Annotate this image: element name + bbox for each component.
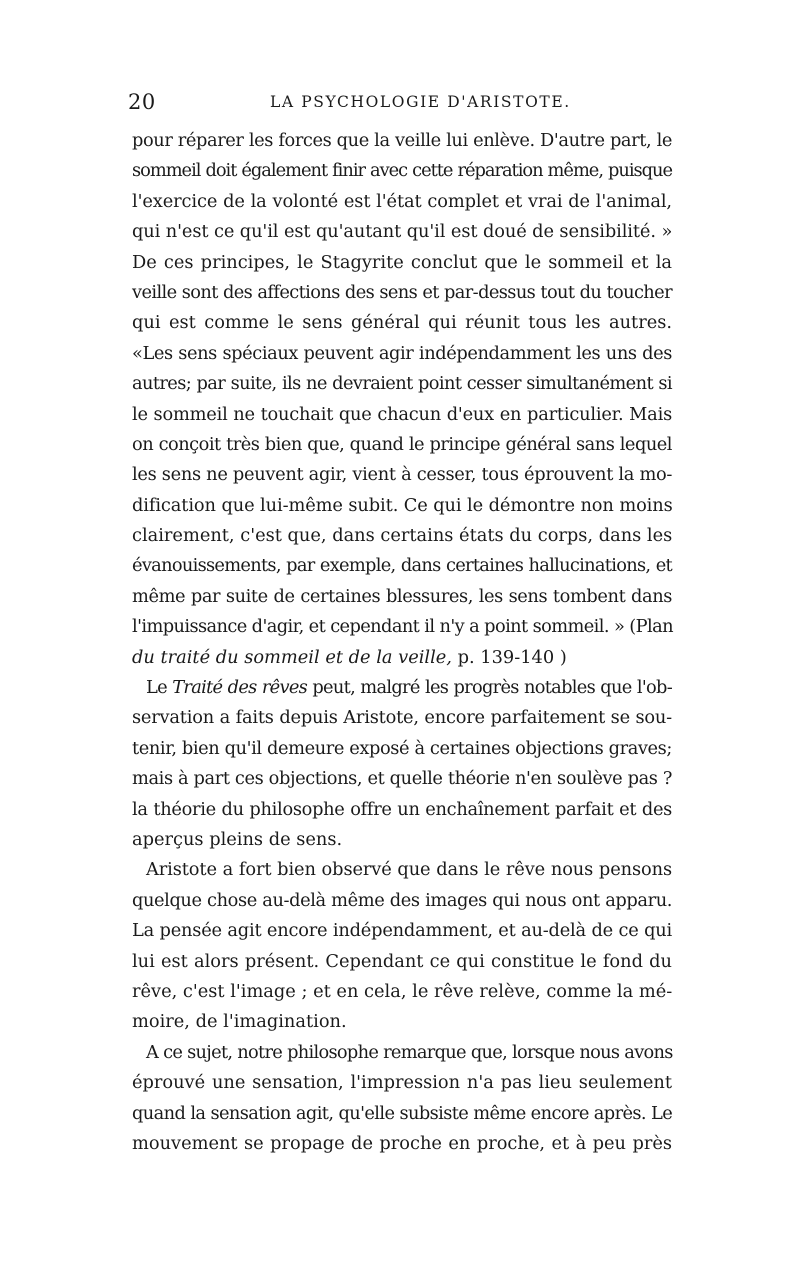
text-line: la théorie du philosophe offre un enchaînement parfait et des — [132, 798, 672, 820]
citation-pages: p. 139-140 ) — [451, 646, 567, 668]
text-line: l'impuissance d'agir, et cependant il n'y a point sommeil. » (Plan — [132, 616, 673, 638]
text-line: qui est comme le sens général qui réunit tous les autres. — [132, 312, 672, 334]
text-line: tenir, bien qu'il demeure exposé à certaines objections graves; — [132, 737, 672, 759]
text-line: les sens ne peuvent agir, vient à cesser, tous éprouvent la mo- — [132, 464, 673, 486]
citation-title: du traité du sommeil et de la veille, — [132, 646, 452, 668]
work-title: Traité des rêves — [172, 677, 308, 699]
text-line: rêve, c'est l'image ; et en cela, le rêve relève, comme la mé- — [132, 980, 673, 1002]
text-line-paragraph-end: aperçus pleins de sens. — [132, 828, 343, 850]
text-line: clairement, c'est que, dans certains états du corps, dans les — [132, 525, 673, 547]
text-line-paragraph-start: Aristote a fort bien observé que dans le rêve nous pensons — [146, 859, 672, 881]
line-lead: Le — [146, 677, 173, 699]
text-line: le sommeil ne touchait que chacun d'eux en particulier. Mais — [132, 403, 672, 425]
text-line: même par suite de certaines blessures, les sens tombent dans — [132, 585, 672, 607]
text-line: autres; par suite, ils ne devraient point cesser simultanément si — [132, 373, 672, 395]
text-line: mais à part ces objections, et quelle théorie n'en soulève pas ? — [132, 768, 672, 790]
text-line-paragraph-end: moire, de l'imagination. — [132, 1011, 347, 1033]
text-line: sommeil doit également finir avec cette réparation même, puisque — [132, 160, 672, 182]
body-text — [132, 126, 672, 1159]
text-line: évanouissements, par exemple, dans certaines hallucinations, et — [132, 555, 672, 577]
text-line: qui n'est ce qu'il est qu'autant qu'il est doué de sensibilité. » — [132, 221, 673, 243]
page-header — [128, 90, 672, 120]
text-line: éprouvé une sensation, l'impression n'a pas lieu seulement — [132, 1072, 672, 1094]
text-line: De ces principes, le Stagyrite conclut que le sommeil et la — [132, 251, 672, 273]
text-line: La pensée agit encore indépendamment, et au-delà de ce qui — [132, 920, 672, 942]
running-title: LA PSYCHOLOGIE D'ARISTOTE. — [270, 93, 571, 111]
text-line: lui est alors présent. Cependant ce qui constitue le fond du — [132, 950, 672, 972]
text-line-paragraph-start: A ce sujet, notre philosophe remarque que, lorsque nous avons — [146, 1041, 673, 1063]
text-line: on conçoit très bien que, quand le principe général sans lequel — [132, 433, 672, 455]
text-line: dification que lui-même subit. Ce qui le démontre non moins — [132, 494, 673, 516]
text-line: quand la sensation agit, qu'elle subsiste même encore après. Le — [132, 1102, 673, 1124]
line-rest: peut, malgré les progrès notables que l'ob- — [307, 677, 673, 699]
text-line: pour réparer les forces que la veille lui enlève. D'autre part, le — [132, 130, 672, 151]
text-line: veille sont des affections des sens et par-dessus tout du toucher — [132, 281, 672, 303]
text-line: «Les sens spéciaux peuvent agir indépendamment les uns des — [132, 342, 672, 364]
page-number: 20 — [128, 90, 156, 114]
text-line: mouvement se propage de proche en proche, et à peu près — [132, 1132, 672, 1154]
text-line-paragraph-start — [132, 673, 672, 703]
text-line: quelque chose au-delà même des images qui nous ont apparu. — [132, 889, 672, 911]
text-line: l'exercice de la volonté est l'état complet et vrai de l'animal, — [132, 190, 672, 212]
text-line-citation — [132, 643, 672, 673]
text-line: servation a faits depuis Aristote, encore parfaitement se sou- — [132, 707, 672, 729]
